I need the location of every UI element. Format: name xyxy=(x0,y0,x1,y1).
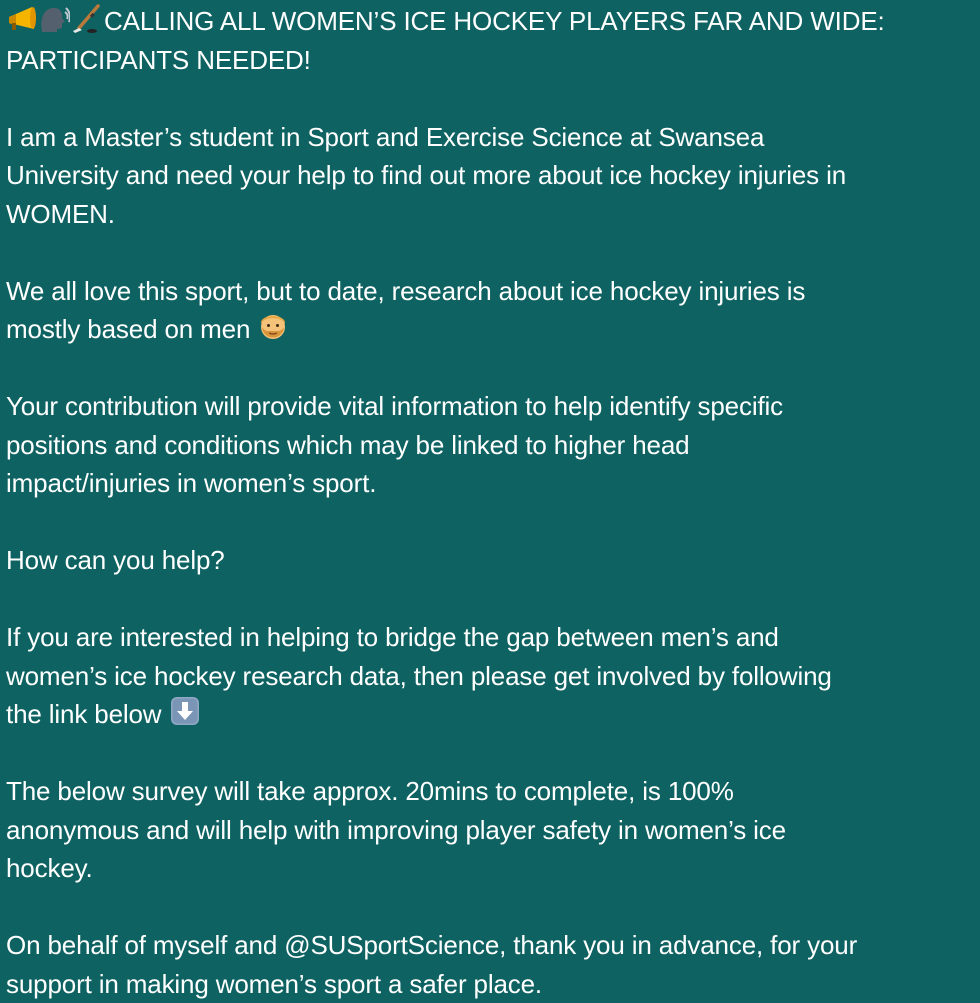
paragraph-line: anonymous and will help with improving player safety in women’s ice xyxy=(6,811,980,850)
paragraph-line: impact/injuries in women’s sport. xyxy=(6,464,980,503)
paragraph-line: WOMEN. xyxy=(6,195,980,234)
paragraph-line: support in making women’s sport a safer place. xyxy=(6,965,980,1003)
speaking-head-icon xyxy=(38,4,70,34)
paragraph-line: women’s ice hockey research data, then please get involved by following xyxy=(6,657,980,696)
paragraph-thanks xyxy=(6,926,980,1003)
bearded-man-icon xyxy=(257,312,289,342)
paragraph-question xyxy=(6,541,980,580)
paragraph-contribution xyxy=(6,387,980,503)
paragraph-intro xyxy=(6,118,980,234)
paragraph-line: On behalf of myself and @SUSportScience, thank you in advance, for your xyxy=(6,926,980,965)
headline xyxy=(6,2,980,79)
hockey-stick-icon xyxy=(70,4,102,34)
paragraph-line: The below survey will take approx. 20mins to complete, is 100% xyxy=(6,772,980,811)
paragraph-line: Your contribution will provide vital information to help identify specific xyxy=(6,387,980,426)
paragraph-line: If you are interested in helping to bridge the gap between men’s and xyxy=(6,618,980,657)
paragraph-line xyxy=(6,310,980,349)
paragraph-line: How can you help? xyxy=(6,541,980,580)
paragraph-line: We all love this sport, but to date, research about ice hockey injuries is xyxy=(6,272,980,311)
paragraph-research xyxy=(6,272,980,349)
paragraph-call-to-action xyxy=(6,618,980,734)
paragraph-text: the link below xyxy=(6,699,161,729)
paragraph-survey xyxy=(6,772,980,888)
paragraph-line: hockey. xyxy=(6,849,980,888)
paragraph-line: positions and conditions which may be linked to higher head xyxy=(6,426,980,465)
paragraph-line xyxy=(6,695,980,734)
paragraph-line: University and need your help to find out more about ice hockey injuries in xyxy=(6,156,980,195)
headline-line-1 xyxy=(6,2,980,41)
paragraph-text: mostly based on men xyxy=(6,314,250,344)
down-arrow-icon xyxy=(169,697,201,727)
megaphone-icon xyxy=(6,4,38,34)
headline-text-1: CALLING ALL WOMEN’S ICE HOCKEY PLAYERS FAR AND WIDE: xyxy=(104,6,885,36)
paragraph-line: I am a Master’s student in Sport and Exercise Science at Swansea xyxy=(6,118,980,157)
headline-text-2: PARTICIPANTS NEEDED! xyxy=(6,41,980,80)
